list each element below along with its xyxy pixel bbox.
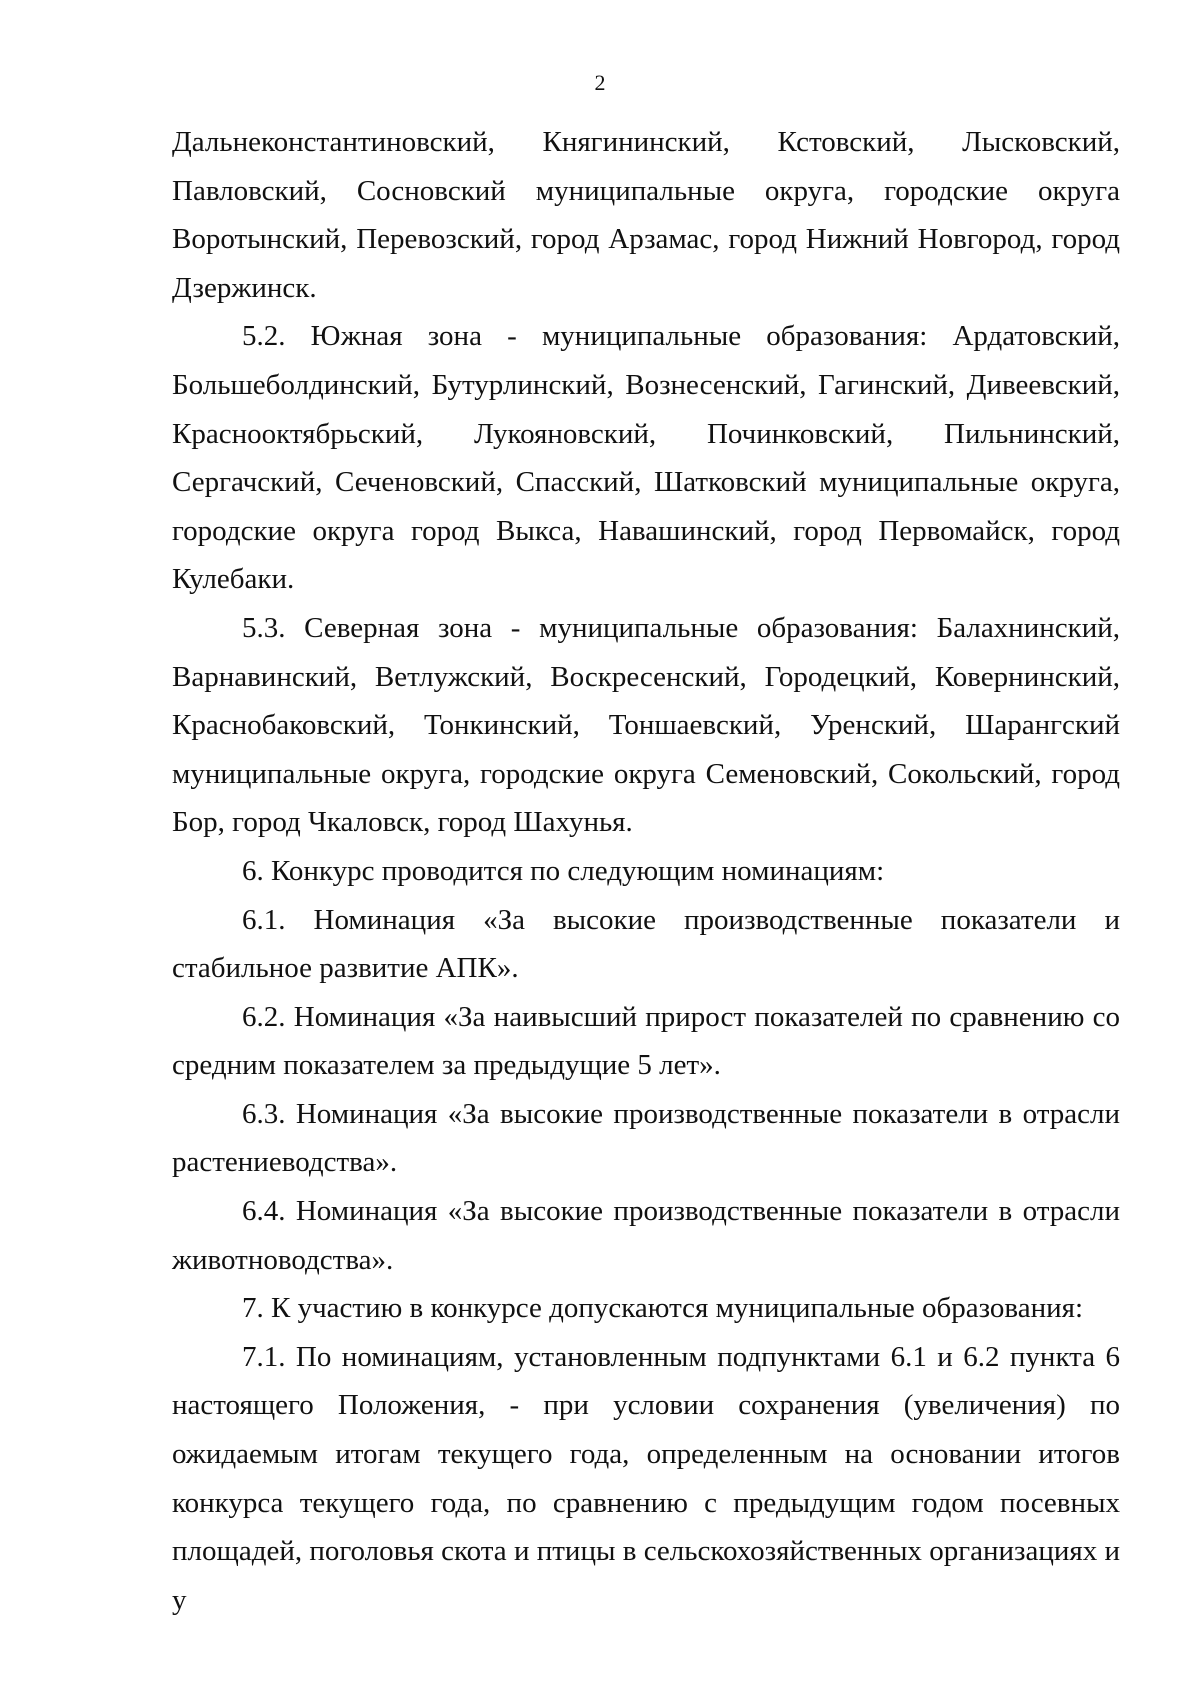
paragraph-6-3-nomination: 6.3. Номинация «За высокие производственные показатели в отрасли растениеводства». — [172, 1097, 1120, 1179]
paragraph-zone-list-continuation: Дальнеконстантиновский, Княгининский, Кстовский, Лысковский, Павловский, Сосновский муниципальные округа, городские округа Воротынский, Перевозский, город Арзамас, город Нижний Новгород, город Дзержинск. — [172, 126, 1120, 304]
paragraph-6-2-nomination: 6.2. Номинация «За наивысший прирост показателей по сравнению со средним показателем за предыдущие 5 лет». — [172, 1000, 1120, 1082]
paragraph-7-1-conditions: 7.1. По номинациям, установленным подпунктами 6.1 и 6.2 пункта 6 настоящего Положения, - при условии сохранения (увеличения) по ожидаемым итогам текущего года, определенным на основании итогов конкурса текущего года, по сравнению с предыдущим годом посевных площадей, поголовья скота и птицы в сельскохозяйственных организациях и у — [172, 1340, 1120, 1616]
paragraph-6-1-nomination: 6.1. Номинация «За высокие производственные показатели и стабильное развитие АПК». — [172, 903, 1120, 985]
page-number: 2 — [594, 70, 606, 95]
paragraph-5-2-south-zone: 5.2. Южная зона - муниципальные образования: Ардатовский, Большеболдинский, Бутурлинский, Вознесенский, Гагинский, Дивеевский, Краснооктябрьский, Лукояновский, Починковский, Пильнинский, Сергачский, Сеченовский, Спасский, Шатковский муниципальные округа, городские округа город Выкса, Навашинский, город Первомайск, город Кулебаки. — [172, 320, 1120, 596]
paragraph-7-participation: 7. К участию в конкурсе допускаются муниципальные образования: — [242, 1292, 1083, 1325]
document-body — [172, 118, 1120, 1624]
paragraph-6-nominations: 6. Конкурс проводится по следующим номинациям: — [242, 854, 885, 887]
paragraph-5-3-north-zone: 5.3. Северная зона - муниципальные образования: Балахнинский, Варнавинский, Ветлужский, Воскресенский, Городецкий, Ковернинский, Краснобаковский, Тонкинский, Тоншаевский, Уренский, Шарангский муниципальные округа, городские округа Семеновский, Сокольский, город Бор, город Чкаловск, город Шахунья. — [172, 611, 1120, 839]
paragraph-6-4-nomination: 6.4. Номинация «За высокие производственные показатели в отрасли животноводства». — [172, 1195, 1120, 1276]
